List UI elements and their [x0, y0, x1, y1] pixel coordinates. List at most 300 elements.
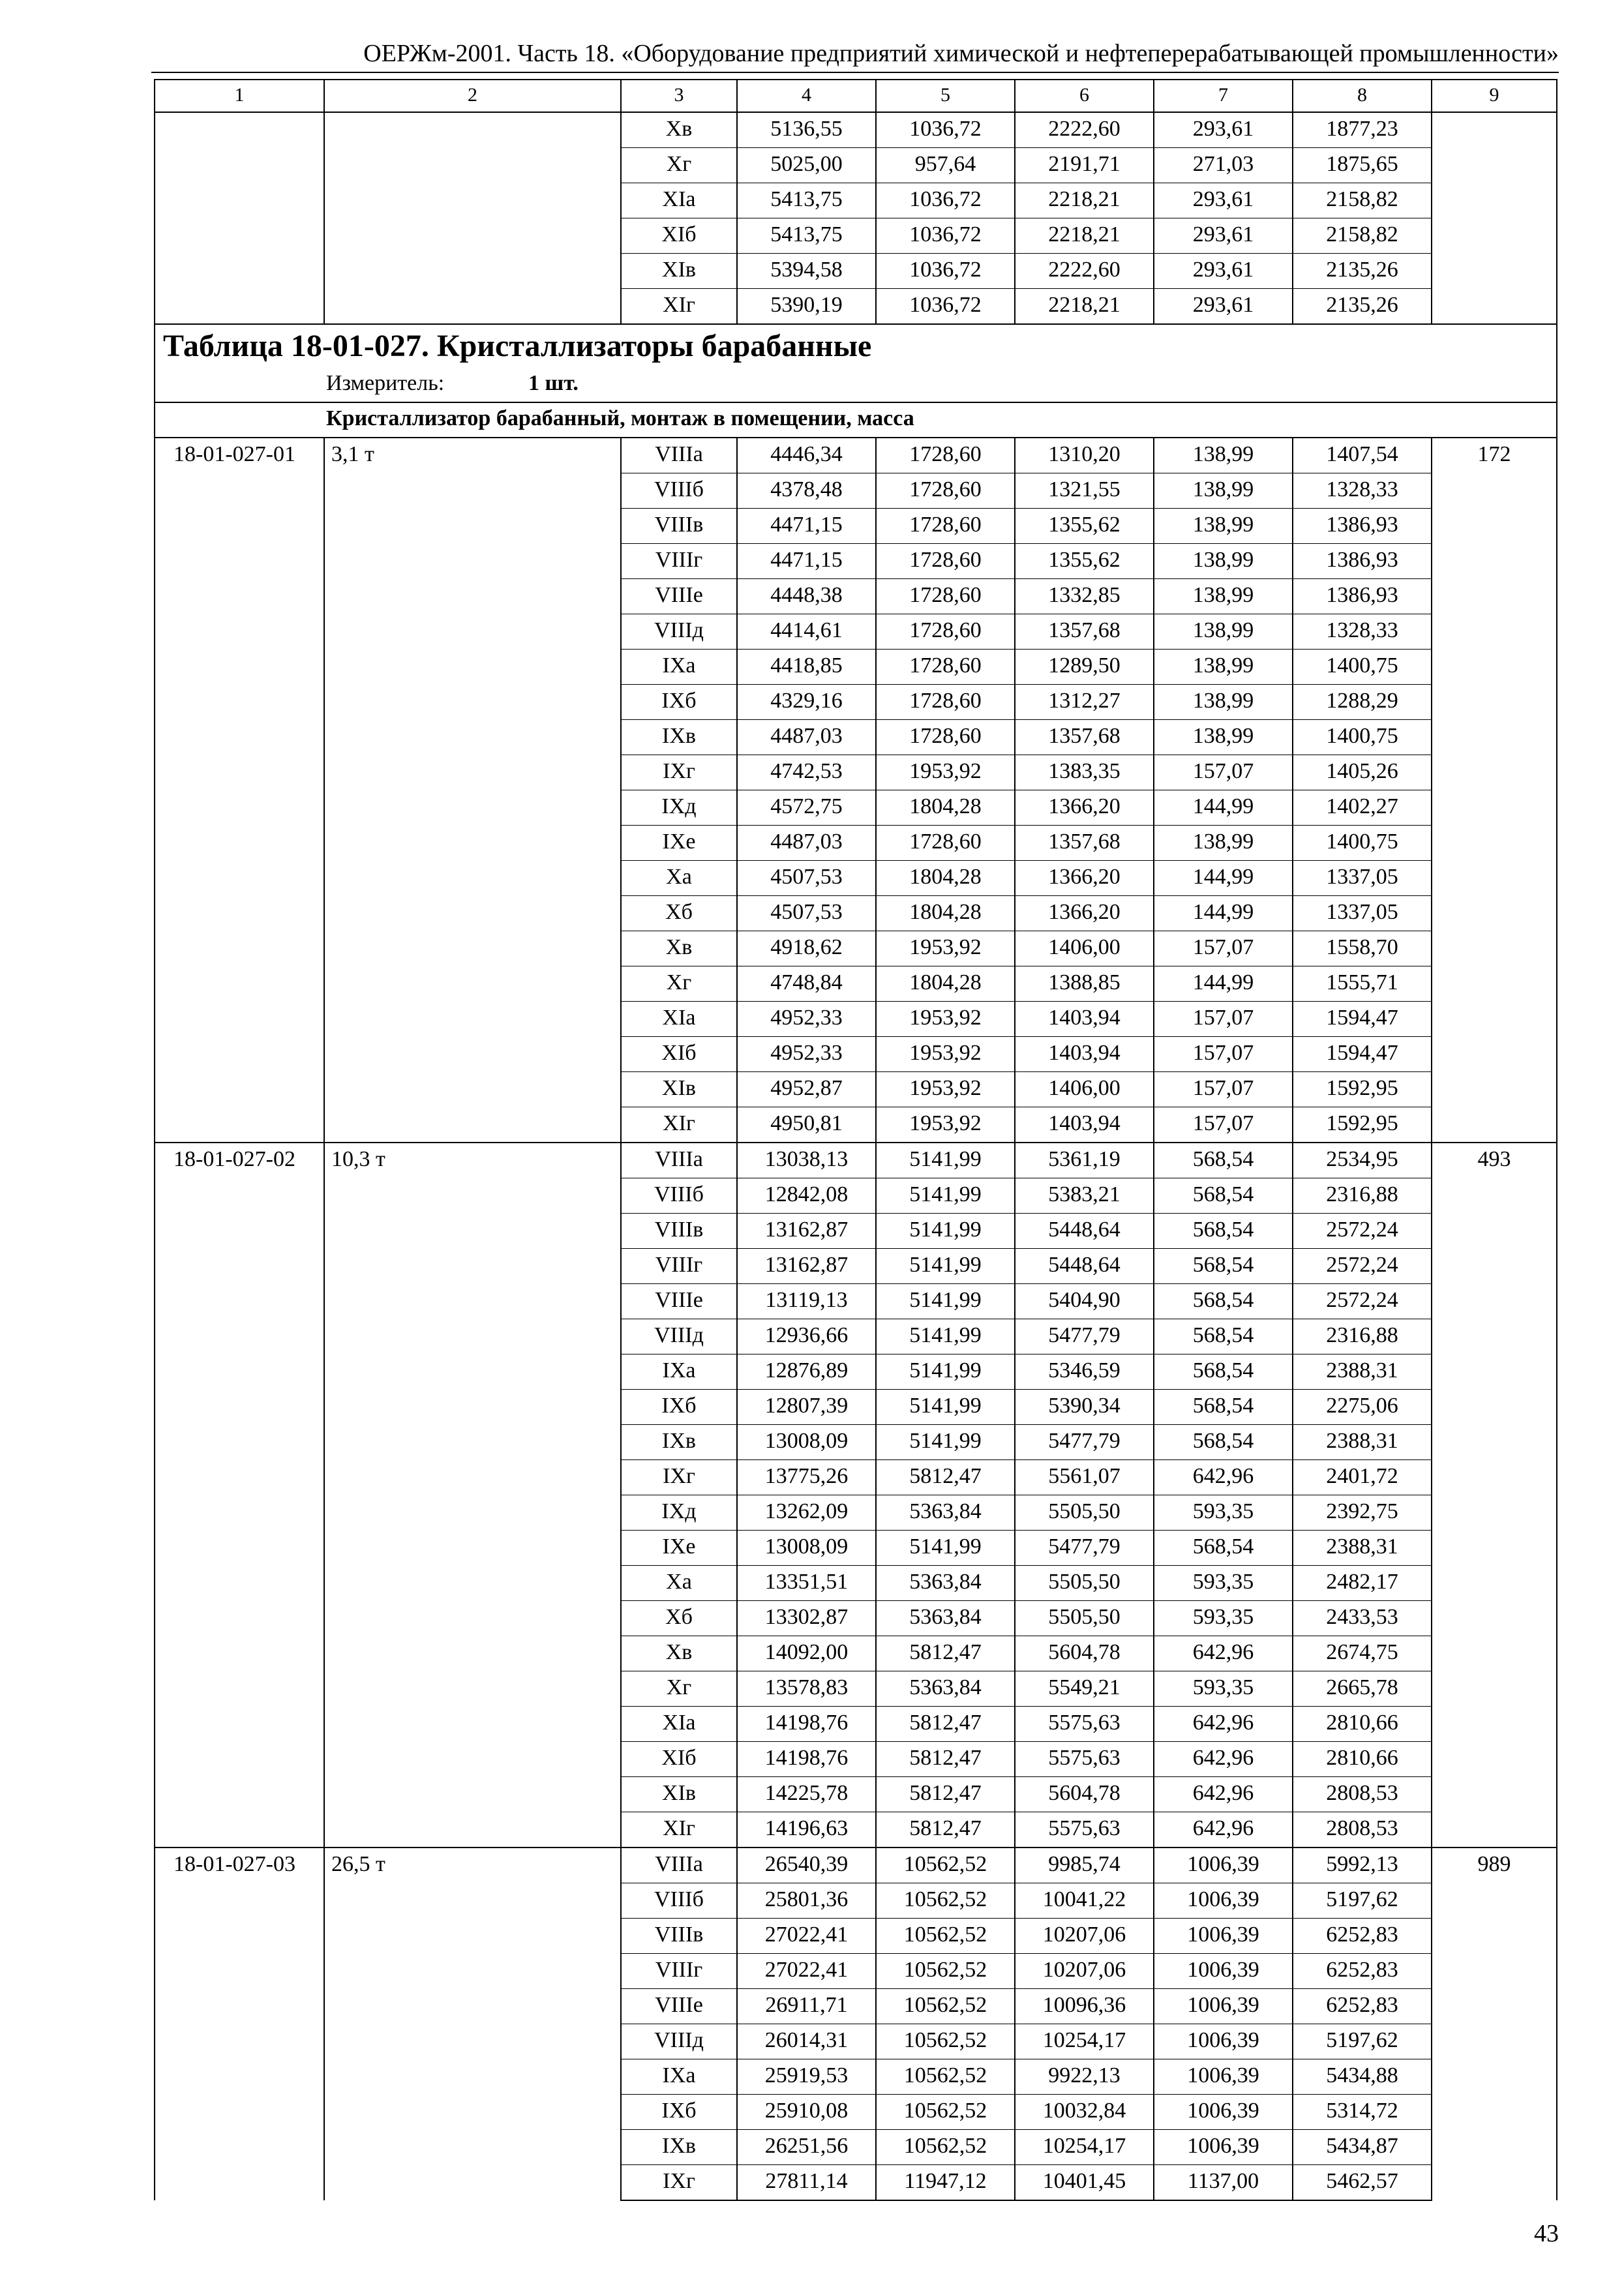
value-cell: 1386,93	[1293, 509, 1432, 544]
rates-table	[154, 79, 1557, 2201]
value-cell: 10562,52	[876, 1919, 1015, 1954]
zone-cell: VIIIв	[621, 1214, 737, 1249]
value-cell: 1036,72	[876, 183, 1015, 218]
value-cell: 157,07	[1154, 1037, 1293, 1072]
value-cell: 5448,64	[1015, 1214, 1154, 1249]
value-cell: 5361,19	[1015, 1143, 1154, 1178]
column-number-row	[155, 80, 1557, 112]
zone-cell: VIIIв	[621, 509, 737, 544]
value-cell: 593,35	[1154, 1601, 1293, 1636]
value-cell: 2392,75	[1293, 1495, 1432, 1531]
value-cell: 1355,62	[1015, 509, 1154, 544]
value-cell: 157,07	[1154, 755, 1293, 790]
value-cell: 1558,70	[1293, 931, 1432, 966]
value-cell: 1407,54	[1293, 438, 1432, 473]
item-code: 18-01-027-03	[155, 1848, 324, 2200]
zone-cell: IХа	[621, 1354, 737, 1390]
value-cell: 2218,21	[1015, 289, 1154, 325]
value-cell: 25801,36	[737, 1883, 876, 1919]
value-cell: 5812,47	[876, 1812, 1015, 1848]
value-cell: 10562,52	[876, 1989, 1015, 2024]
value-cell: 1312,27	[1015, 685, 1154, 720]
column-number-6: 6	[1015, 80, 1154, 112]
table-row	[155, 1848, 1557, 1883]
zone-cell: Хб	[621, 1601, 737, 1636]
value-cell: 2388,31	[1293, 1531, 1432, 1566]
zone-cell: VIIIг	[621, 1954, 737, 1989]
value-cell: 1006,39	[1154, 2130, 1293, 2165]
value-cell: 1006,39	[1154, 1954, 1293, 1989]
value-cell: 5141,99	[876, 1214, 1015, 1249]
value-cell: 568,54	[1154, 1354, 1293, 1390]
value-cell: 14225,78	[737, 1777, 876, 1812]
value-cell: 2135,26	[1293, 254, 1432, 289]
value-cell: 138,99	[1154, 509, 1293, 544]
column-number-8: 8	[1293, 80, 1432, 112]
zone-cell: IХа	[621, 2059, 737, 2095]
value-cell: 5505,50	[1015, 1495, 1154, 1531]
value-cell: 10207,06	[1015, 1919, 1154, 1954]
value-cell: 12876,89	[737, 1354, 876, 1390]
value-cell: 642,96	[1154, 1812, 1293, 1848]
value-cell: 1036,72	[876, 254, 1015, 289]
value-cell: 138,99	[1154, 473, 1293, 509]
value-cell: 5448,64	[1015, 1249, 1154, 1284]
value-cell: 4952,87	[737, 1072, 876, 1107]
zone-cell: IХв	[621, 2130, 737, 2165]
value-cell: 5434,88	[1293, 2059, 1432, 2095]
value-cell: 4952,33	[737, 1002, 876, 1037]
value-cell: 157,07	[1154, 931, 1293, 966]
value-cell: 5141,99	[876, 1390, 1015, 1425]
value-cell: 5604,78	[1015, 1777, 1154, 1812]
value-cell: 2674,75	[1293, 1636, 1432, 1671]
value-cell: 593,35	[1154, 1495, 1293, 1531]
zone-cell: IХе	[621, 826, 737, 861]
value-cell: 10562,52	[876, 2130, 1015, 2165]
table-title: Таблица 18-01-027. Кристаллизаторы барабанные	[155, 324, 1557, 368]
value-cell: 568,54	[1154, 1143, 1293, 1178]
value-cell: 2316,88	[1293, 1319, 1432, 1354]
value-cell: 1366,20	[1015, 896, 1154, 931]
zone-cell: ХIв	[621, 1777, 737, 1812]
zone-cell: Хв	[621, 1636, 737, 1671]
value-cell: 5413,75	[737, 218, 876, 254]
value-cell: 568,54	[1154, 1390, 1293, 1425]
value-cell: 1875,65	[1293, 148, 1432, 183]
value-cell: 2388,31	[1293, 1425, 1432, 1460]
value-cell: 2158,82	[1293, 183, 1432, 218]
value-cell: 1804,28	[876, 861, 1015, 896]
value-cell: 5141,99	[876, 1178, 1015, 1214]
value-cell: 1555,71	[1293, 966, 1432, 1002]
value-cell: 5141,99	[876, 1143, 1015, 1178]
value-cell: 642,96	[1154, 1636, 1293, 1671]
value-cell: 1953,92	[876, 755, 1015, 790]
value-cell: 10207,06	[1015, 1954, 1154, 1989]
zone-cell: IХг	[621, 2165, 737, 2201]
value-cell: 144,99	[1154, 861, 1293, 896]
value-cell: 13162,87	[737, 1249, 876, 1284]
value-cell: 568,54	[1154, 1319, 1293, 1354]
zone-cell: VIIIг	[621, 544, 737, 579]
column-number-1: 1	[155, 80, 324, 112]
zone-cell: IХд	[621, 790, 737, 826]
zone-cell: Ха	[621, 1566, 737, 1601]
value-cell: 2808,53	[1293, 1777, 1432, 1812]
value-cell: 2572,24	[1293, 1214, 1432, 1249]
value-cell: 1953,92	[876, 1002, 1015, 1037]
value-cell: 5025,00	[737, 148, 876, 183]
zone-cell: ХIв	[621, 1072, 737, 1107]
value-cell: 5812,47	[876, 1742, 1015, 1777]
value-cell: 4378,48	[737, 473, 876, 509]
value-cell: 2218,21	[1015, 218, 1154, 254]
value-cell: 26014,31	[737, 2024, 876, 2059]
value-cell: 14198,76	[737, 1707, 876, 1742]
value-cell: 1403,94	[1015, 1002, 1154, 1037]
value-cell: 10562,52	[876, 1848, 1015, 1883]
value-cell: 568,54	[1154, 1531, 1293, 1566]
value-cell: 12842,08	[737, 1178, 876, 1214]
value-cell: 10562,52	[876, 1954, 1015, 1989]
value-cell: 2572,24	[1293, 1284, 1432, 1319]
value-cell: 13302,87	[737, 1601, 876, 1636]
value-cell: 1366,20	[1015, 790, 1154, 826]
value-cell: 642,96	[1154, 1460, 1293, 1495]
value-cell: 4487,03	[737, 826, 876, 861]
value-cell: 642,96	[1154, 1777, 1293, 1812]
value-cell: 5394,58	[737, 254, 876, 289]
item-mass: 26,5 т	[324, 1848, 621, 2200]
value-cell: 6252,83	[1293, 1954, 1432, 1989]
value-cell: 1386,93	[1293, 544, 1432, 579]
zone-cell: IХд	[621, 1495, 737, 1531]
value-cell: 5812,47	[876, 1777, 1015, 1812]
value-cell: 13351,51	[737, 1566, 876, 1601]
value-cell: 13775,26	[737, 1460, 876, 1495]
value-cell: 10562,52	[876, 1883, 1015, 1919]
value-cell: 1288,29	[1293, 685, 1432, 720]
value-cell: 4507,53	[737, 896, 876, 931]
zone-cell: ХIг	[621, 289, 737, 325]
value-cell: 27022,41	[737, 1919, 876, 1954]
zone-cell: VIIIа	[621, 1848, 737, 1883]
zone-cell: VIIIа	[621, 438, 737, 473]
value-cell: 4329,16	[737, 685, 876, 720]
value-cell: 26540,39	[737, 1848, 876, 1883]
value-cell: 1366,20	[1015, 861, 1154, 896]
zone-cell: VIIIе	[621, 1284, 737, 1319]
value-cell: 10096,36	[1015, 1989, 1154, 2024]
value-cell: 2482,17	[1293, 1566, 1432, 1601]
value-cell: 13038,13	[737, 1143, 876, 1178]
value-cell: 293,61	[1154, 254, 1293, 289]
value-cell: 5477,79	[1015, 1531, 1154, 1566]
value-cell: 1403,94	[1015, 1037, 1154, 1072]
value-cell: 5141,99	[876, 1249, 1015, 1284]
table-row	[155, 1143, 1557, 1178]
value-cell: 4448,38	[737, 579, 876, 614]
value-cell: 1357,68	[1015, 720, 1154, 755]
zone-cell: ХIг	[621, 1107, 737, 1143]
value-cell: 1137,00	[1154, 2165, 1293, 2201]
value-cell: 138,99	[1154, 650, 1293, 685]
value-cell: 138,99	[1154, 579, 1293, 614]
value-cell: 138,99	[1154, 685, 1293, 720]
value-cell: 4418,85	[737, 650, 876, 685]
value-cell: 5141,99	[876, 1354, 1015, 1390]
value-cell: 10401,45	[1015, 2165, 1154, 2201]
value-cell: 6252,83	[1293, 1919, 1432, 1954]
item-col9: 989	[1432, 1848, 1557, 2200]
value-cell: 5575,63	[1015, 1812, 1154, 1848]
value-cell: 5462,57	[1293, 2165, 1432, 2201]
value-cell: 1728,60	[876, 473, 1015, 509]
value-cell: 144,99	[1154, 896, 1293, 931]
value-cell: 1289,50	[1015, 650, 1154, 685]
zone-cell: ХIб	[621, 1742, 737, 1777]
value-cell: 5363,84	[876, 1566, 1015, 1601]
value-cell: 1804,28	[876, 790, 1015, 826]
value-cell: 10041,22	[1015, 1883, 1154, 1919]
value-cell: 1728,60	[876, 438, 1015, 473]
value-cell: 5141,99	[876, 1319, 1015, 1354]
value-cell: 568,54	[1154, 1425, 1293, 1460]
value-cell: 27811,14	[737, 2165, 876, 2201]
value-cell: 2388,31	[1293, 1354, 1432, 1390]
value-cell: 14198,76	[737, 1742, 876, 1777]
zone-cell: Ха	[621, 861, 737, 896]
value-cell: 1006,39	[1154, 1919, 1293, 1954]
value-cell: 5812,47	[876, 1460, 1015, 1495]
value-cell: 293,61	[1154, 112, 1293, 148]
value-cell: 9985,74	[1015, 1848, 1154, 1883]
value-cell: 5141,99	[876, 1284, 1015, 1319]
value-cell: 293,61	[1154, 183, 1293, 218]
measure-value: 1 шт.	[528, 371, 579, 395]
zone-cell: VIIIб	[621, 473, 737, 509]
zone-cell: Хг	[621, 1671, 737, 1707]
value-cell: 138,99	[1154, 614, 1293, 650]
value-cell: 1328,33	[1293, 473, 1432, 509]
value-cell: 4471,15	[737, 509, 876, 544]
value-cell: 4507,53	[737, 861, 876, 896]
value-cell: 1592,95	[1293, 1072, 1432, 1107]
value-cell: 1337,05	[1293, 896, 1432, 931]
value-cell: 1386,93	[1293, 579, 1432, 614]
value-cell: 1877,23	[1293, 112, 1432, 148]
measure-cell	[155, 368, 1557, 402]
value-cell: 13119,13	[737, 1284, 876, 1319]
value-cell: 138,99	[1154, 544, 1293, 579]
value-cell: 2534,95	[1293, 1143, 1432, 1178]
value-cell: 13578,83	[737, 1671, 876, 1707]
value-cell: 1337,05	[1293, 861, 1432, 896]
value-cell: 4918,62	[737, 931, 876, 966]
zone-cell: ХIа	[621, 1002, 737, 1037]
value-cell: 2222,60	[1015, 254, 1154, 289]
value-cell: 1594,47	[1293, 1037, 1432, 1072]
value-cell: 5505,50	[1015, 1601, 1154, 1636]
measure-row	[155, 368, 1557, 402]
zone-cell: IХа	[621, 650, 737, 685]
page-number: 43	[1534, 2220, 1559, 2247]
item-col9: 493	[1432, 1143, 1557, 1848]
value-cell: 13008,09	[737, 1425, 876, 1460]
item-mass: 10,3 т	[324, 1143, 621, 1848]
zone-cell: Хг	[621, 966, 737, 1002]
value-cell: 1357,68	[1015, 614, 1154, 650]
value-cell: 271,03	[1154, 148, 1293, 183]
value-cell: 2316,88	[1293, 1178, 1432, 1214]
value-cell: 293,61	[1154, 289, 1293, 325]
zone-cell: IХв	[621, 1425, 737, 1460]
value-cell: 11947,12	[876, 2165, 1015, 2201]
value-cell: 2135,26	[1293, 289, 1432, 325]
zone-cell: ХIв	[621, 254, 737, 289]
value-cell: 1728,60	[876, 826, 1015, 861]
value-cell: 2275,06	[1293, 1390, 1432, 1425]
subtitle-row	[155, 402, 1557, 438]
value-cell: 5363,84	[876, 1601, 1015, 1636]
value-cell: 5197,62	[1293, 1883, 1432, 1919]
zone-cell: VIIIа	[621, 1143, 737, 1178]
value-cell: 5604,78	[1015, 1636, 1154, 1671]
value-cell: 1728,60	[876, 509, 1015, 544]
value-cell: 157,07	[1154, 1002, 1293, 1037]
zone-cell: VIIIб	[621, 1178, 737, 1214]
value-cell: 144,99	[1154, 966, 1293, 1002]
value-cell: 568,54	[1154, 1284, 1293, 1319]
value-cell: 1406,00	[1015, 931, 1154, 966]
value-cell: 157,07	[1154, 1072, 1293, 1107]
item-mass: 3,1 т	[324, 438, 621, 1143]
value-cell: 1355,62	[1015, 544, 1154, 579]
value-cell: 642,96	[1154, 1707, 1293, 1742]
value-cell: 138,99	[1154, 438, 1293, 473]
column-number-3: 3	[621, 80, 737, 112]
value-cell: 1403,94	[1015, 1107, 1154, 1143]
zone-cell: IХе	[621, 1531, 737, 1566]
header-rule	[151, 72, 1559, 73]
zone-cell: IХб	[621, 1390, 737, 1425]
zone-cell: VIIIв	[621, 1919, 737, 1954]
value-cell: 138,99	[1154, 720, 1293, 755]
value-cell: 2401,72	[1293, 1460, 1432, 1495]
value-cell: 6252,83	[1293, 1989, 1432, 2024]
value-cell: 4742,53	[737, 755, 876, 790]
value-cell: 13162,87	[737, 1214, 876, 1249]
value-cell: 5434,87	[1293, 2130, 1432, 2165]
value-cell: 1953,92	[876, 1037, 1015, 1072]
value-cell: 1406,00	[1015, 1072, 1154, 1107]
value-cell: 5383,21	[1015, 1178, 1154, 1214]
zone-cell: VIIIе	[621, 1989, 737, 2024]
value-cell: 2665,78	[1293, 1671, 1432, 1707]
value-cell: 1006,39	[1154, 2024, 1293, 2059]
zone-cell: VIIIг	[621, 1249, 737, 1284]
column-number-4: 4	[737, 80, 876, 112]
value-cell: 1357,68	[1015, 826, 1154, 861]
item-code: 18-01-027-02	[155, 1143, 324, 1848]
value-cell: 5141,99	[876, 1531, 1015, 1566]
value-cell: 5136,55	[737, 112, 876, 148]
column-number-5: 5	[876, 80, 1015, 112]
table-row	[155, 112, 1557, 148]
value-cell: 1728,60	[876, 614, 1015, 650]
value-cell: 1728,60	[876, 685, 1015, 720]
value-cell: 1804,28	[876, 966, 1015, 1002]
value-cell: 1400,75	[1293, 720, 1432, 755]
value-cell: 1400,75	[1293, 650, 1432, 685]
value-cell: 1594,47	[1293, 1002, 1432, 1037]
value-cell: 138,99	[1154, 826, 1293, 861]
value-cell: 568,54	[1154, 1178, 1293, 1214]
value-cell: 1332,85	[1015, 579, 1154, 614]
column-number-9: 9	[1432, 80, 1557, 112]
column-number-2: 2	[324, 80, 621, 112]
value-cell: 13262,09	[737, 1495, 876, 1531]
value-cell: 144,99	[1154, 790, 1293, 826]
value-cell: 5363,84	[876, 1495, 1015, 1531]
value-cell: 4572,75	[737, 790, 876, 826]
value-cell: 1402,27	[1293, 790, 1432, 826]
item-code: 18-01-027-01	[155, 438, 324, 1143]
item-col9: 172	[1432, 438, 1557, 1143]
value-cell: 12807,39	[737, 1390, 876, 1425]
value-cell: 2222,60	[1015, 112, 1154, 148]
value-cell: 2218,21	[1015, 183, 1154, 218]
value-cell: 10562,52	[876, 2024, 1015, 2059]
zone-cell: IХв	[621, 720, 737, 755]
table-subtitle: Кристаллизатор барабанный, монтаж в помещении, масса	[155, 402, 1557, 438]
value-cell: 5197,62	[1293, 2024, 1432, 2059]
value-cell: 1006,39	[1154, 1848, 1293, 1883]
value-cell: 1036,72	[876, 218, 1015, 254]
value-cell: 1383,35	[1015, 755, 1154, 790]
value-cell: 1405,26	[1293, 755, 1432, 790]
value-cell: 1006,39	[1154, 2095, 1293, 2130]
zone-cell: IХб	[621, 2095, 737, 2130]
zone-cell: ХIб	[621, 218, 737, 254]
zone-cell: Хб	[621, 896, 737, 931]
zone-cell: ХIа	[621, 1707, 737, 1742]
value-cell: 157,07	[1154, 1107, 1293, 1143]
value-cell: 1804,28	[876, 896, 1015, 931]
value-cell: 1310,20	[1015, 438, 1154, 473]
zone-cell: ХIг	[621, 1812, 737, 1848]
value-cell: 568,54	[1154, 1214, 1293, 1249]
value-cell: 5549,21	[1015, 1671, 1154, 1707]
table-row	[155, 438, 1557, 473]
zone-cell: VIIIд	[621, 1319, 737, 1354]
value-cell: 26251,56	[737, 2130, 876, 2165]
value-cell: 25919,53	[737, 2059, 876, 2095]
value-cell: 14196,63	[737, 1812, 876, 1848]
value-cell: 1388,85	[1015, 966, 1154, 1002]
value-cell: 26911,71	[737, 1989, 876, 2024]
zone-cell: ХIб	[621, 1037, 737, 1072]
value-cell: 2810,66	[1293, 1707, 1432, 1742]
value-cell: 4414,61	[737, 614, 876, 650]
value-cell: 1006,39	[1154, 1989, 1293, 2024]
value-cell: 25910,08	[737, 2095, 876, 2130]
zone-cell: VIIIд	[621, 2024, 737, 2059]
value-cell: 10562,52	[876, 2059, 1015, 2095]
value-cell: 4952,33	[737, 1037, 876, 1072]
value-cell: 1006,39	[1154, 1883, 1293, 1919]
